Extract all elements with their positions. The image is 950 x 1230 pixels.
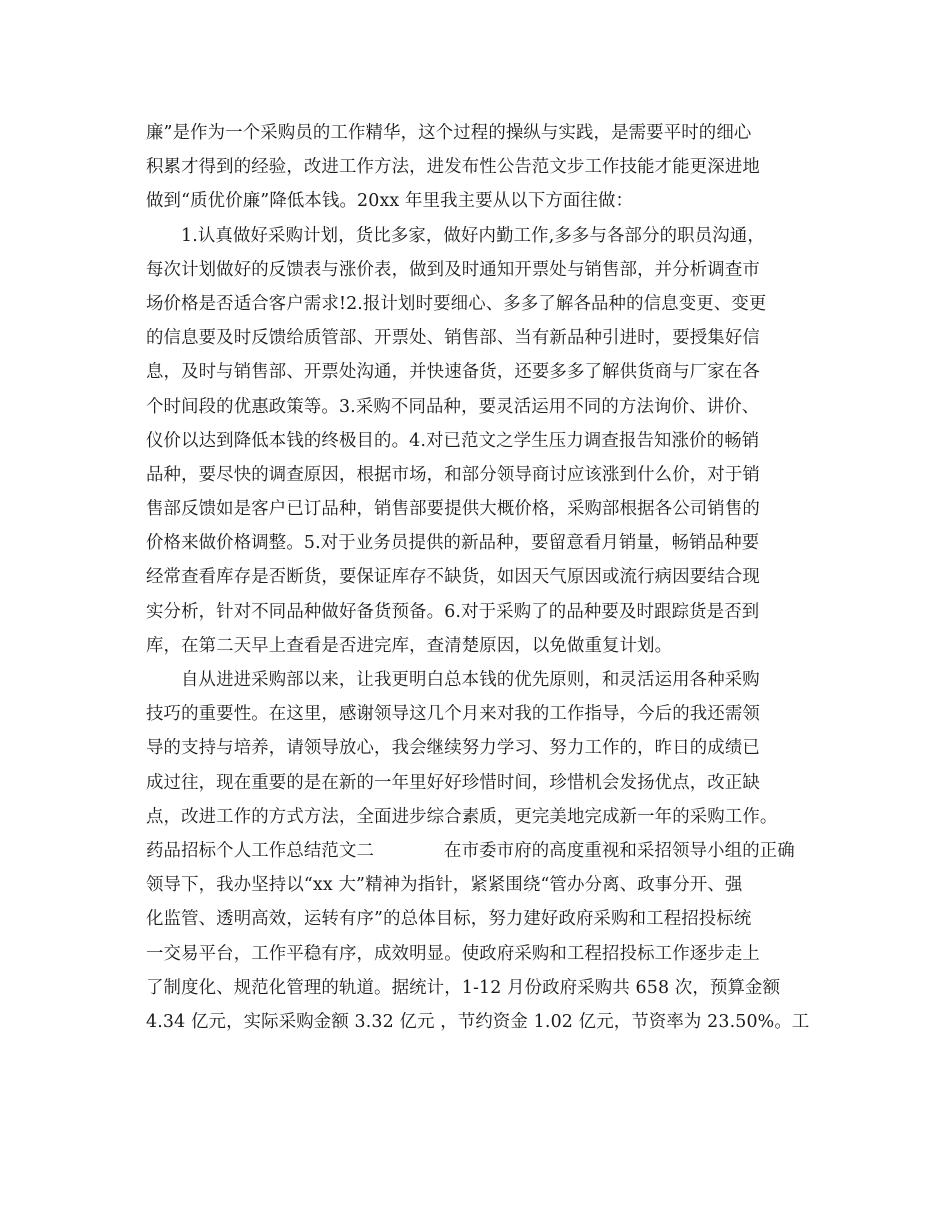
text-line: 1.认真做好采购计划，货比多家，做好内勤工作,多多与各部分的职员沟通， [181, 225, 765, 246]
text-line: 化监管、透明高效，运转有序”的总体目标，努力建好政府采购和工程招投标统 [146, 909, 752, 930]
text-line: 实分析，针对不同品种做好备货预备。6.对于采购了的品种要及时跟踪货是否到 [146, 601, 760, 622]
text-line: 每次计划做好的反馈表与涨价表，做到及时通知开票处与销售部，并分析调查市 [146, 259, 760, 280]
text-line [146, 834, 826, 868]
text-line: 积累才得到的经验，改进工作方法，进发布性公告范文步工作技能才能更深进地 [146, 157, 760, 178]
text-line: 售部反馈如是客户已订品种，销售部要提供大概价格，采购部根据各公司销售的 [146, 499, 760, 520]
text-line: 一交易平台，工作平稳有序，成效明显。使政府采购和工程招投标工作逐步走上 [146, 943, 760, 964]
text-line: 4.34 亿元，实际采购金额 3.32 亿元 ，节约资金 1.02 亿元，节资率为 23.50%。工 [146, 1011, 810, 1032]
text-line: 做到“质优价廉”降低本钱。20xx 年里我主要从以下方面往做： [146, 191, 634, 212]
text-line-continued: 在市委市府的高度重视和采招领导小组的正确 [444, 840, 795, 861]
text-line: 息，及时与销售部、开票处沟通，并快速备货，还要多多了解供货商与厂家在各 [146, 362, 760, 383]
text-line: 品种，要尽快的调查原因，根据市场，和部分领导商讨应该涨到什么价，对于销 [146, 464, 760, 485]
text-line: 领导下，我办坚持以“xx 大”精神为指针，紧紧围绕“管办分离、政事分开、强 [146, 875, 743, 896]
text-line: 了制度化、规范化管理的轨道。据统计，1-12 月份政府采购共 658 次，预算金额 [146, 977, 781, 998]
text-line: 技巧的重要性。在这里，感谢领导这几个月来对我的工作指导，今后的我还需领 [146, 704, 760, 725]
text-line: 场价格是否适合客户需求!2.报计划时要细心、多多了解各品种的信息变更、变更 [146, 293, 767, 314]
text-line: 的信息要及时反馈给质管部、开票处、销售部、当有新品种引进时，要授集好信 [146, 328, 760, 349]
section-title: 药品招标个人工作总结范文二 [146, 840, 375, 861]
text-line: 库，在第二天早上查看是否进完库，查清楚原因，以免做重复计划。 [146, 635, 673, 656]
text-line: 导的支持与培养，请领导放心，我会继续努力学习、努力工作的，昨日的成绩已 [146, 738, 760, 759]
body-text [146, 116, 826, 1039]
text-line: 个时间段的优惠政策等。3.采购不同品种，要灵活运用不同的方法询价、讲价、 [146, 396, 760, 417]
text-line: 廉”是作为一个采购员的工作精华，这个过程的操纵与实践，是需要平时的细心 [146, 123, 752, 143]
text-line: 经常查看库存是否断货，要保证库存不缺货，如因天气原因或流行病因要结合现 [146, 567, 760, 588]
text-line: 仪价以达到降低本钱的终极目的。4.对已范文之学生压力调查报告知涨价的畅销 [146, 430, 760, 451]
text-line: 成过往，现在重要的是在新的一年里好好珍惜时间，珍惜机会发扬优点，改正缺 [146, 772, 760, 793]
text-line: 点，改进工作的方式方法，全面进步综合素质，更完美地完成新一年的采购工作。 [146, 806, 778, 827]
text-line: 价格来做价格调整。5.对于业务员提供的新品种，要留意看月销量，畅销品种要 [146, 533, 760, 554]
text-line: 自从进进采购部以来，让我更明白总本钱的优先原则，和灵活运用各种采购 [181, 670, 760, 690]
